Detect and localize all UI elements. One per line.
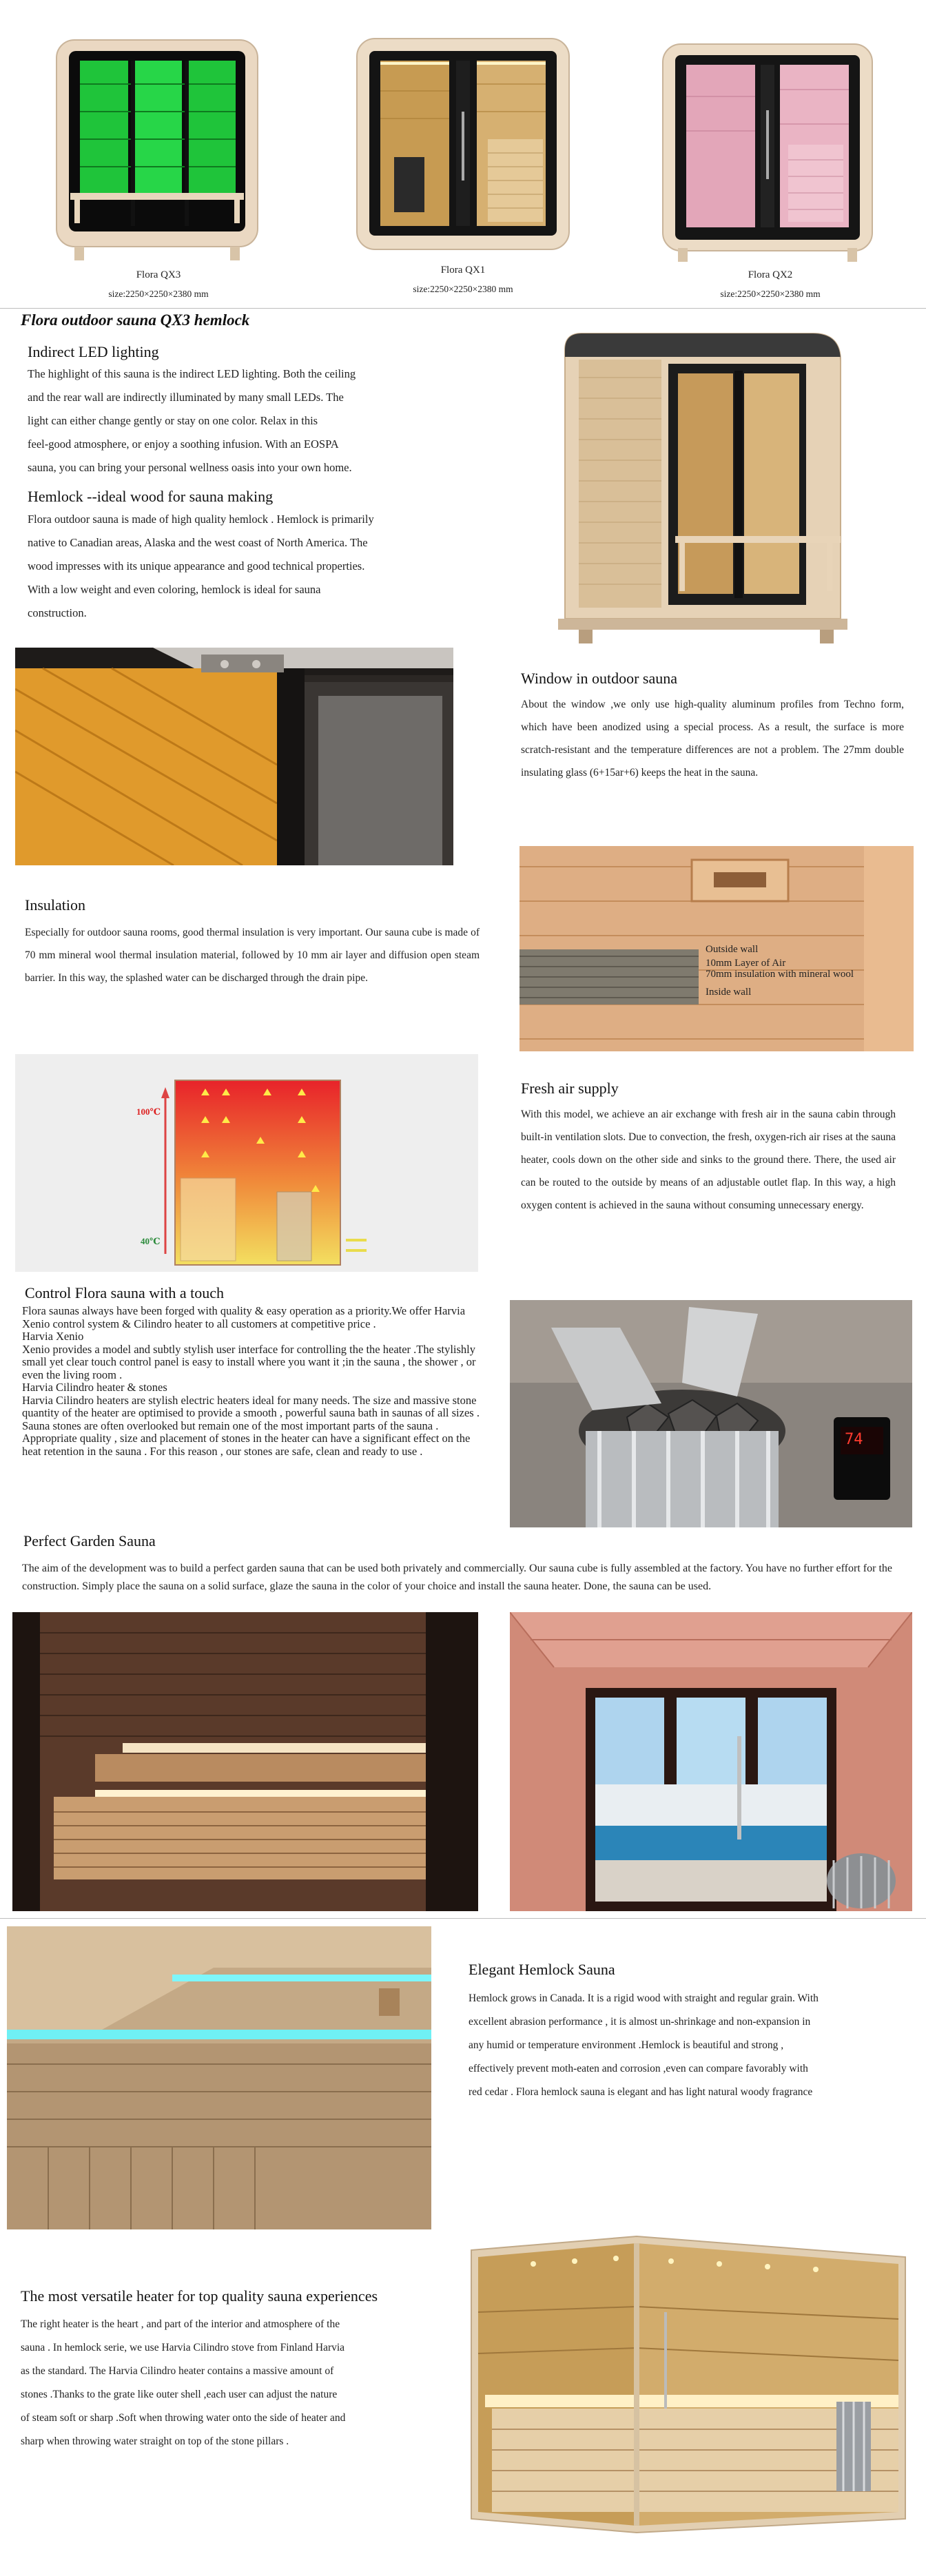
window-profile-image (15, 648, 453, 865)
product-name: Flora QX1 (440, 265, 486, 276)
fresh-air-text: With this model, we achieve an air exchange with fresh air in the sauna cabin through built-in ventilation slots. Due to convection, the fresh, oxygen-rich air rises at the sauna heater, cools down on the other side and sinks to the ground there. There, the used air can be routed to the outside by means of an adjustable outlet flap. In this way, a high oxygen content is achieved in the sauna without consuming unnecessary energy. (521, 1109, 896, 1211)
garden-text: The aim of the development was to build a perfect garden sauna that can be used both privately and commercially. Our sauna cube is fully assembled at the factory. You have no further effort for the construction. Simply place the sauna on a solid surface, glaze the sauna in the color of your choice and install the sauna heater. Done, the sauna can be used. (22, 1563, 892, 1592)
fresh-air-heading: Fresh air supply (521, 1080, 619, 1097)
wall-label-mineral-wool: 70mm insulation with mineral wool (706, 969, 854, 980)
airflow-diagram (15, 1054, 478, 1272)
corner-sauna-image (464, 2229, 911, 2535)
elegant-text: Hemlock grows in Canada. It is a rigid wood with straight and regular grain. With excellent abrasion performance , it is almost un-shrinkage and non-expansion in any humid or temperature environment .Hemlock is beautiful and strong , effectively prevent moth-eaten and corrosion ,even can compare favorably with red cedar . Flora hemlock sauna is elegant and has light natural woody fragrance (469, 1992, 819, 2098)
hemlock-text: Flora outdoor sauna is made of high quality hemlock . Hemlock is primarily native to Canadian areas, Alaska and the west coast of North America. The wood impresses with its unique appearance and good technical properties. With a low weight and even coloring, hemlock is ideal for sauna construction. (28, 513, 374, 619)
wall-label-inside: Inside wall (706, 987, 752, 998)
page-title: Flora outdoor sauna QX3 hemlock (21, 311, 250, 329)
divider (0, 308, 926, 309)
temperature-top-label: 100℃ (136, 1106, 161, 1117)
control-text: Flora saunas always have been forged with quality & easy operation as a priority.We offer Harvia Xenio control system & Cilindro heater to all customers at competitive price . Harvia Xenio Xenio provides a model and subtly stylish user interface for controlling the the heater .The stylishly small yet clear touch control panel is easy to install where you want it ;in the sauna , the shower , or even the living room . Harvia Cilindro heater & stones Harvia Cilindro heaters are stylish electric heaters ideal for many needs. The size and massive stone quantity of the heater are optimised to provide a smooth , powerful sauna bath in saunas of all sizes . Sauna stones are often overlooked but remain one of the most important parts of the sauna . Appropriate quality , size and placement of stones in the heater can have a significant effect on the heat retention in the sauna . For this reason , our stones are safe, clean and ready to use . (22, 1304, 480, 1458)
insulation-heading: Insulation (25, 896, 85, 914)
divider (0, 1918, 926, 1919)
product-qx3-image (50, 36, 265, 263)
heater-text: The right heater is the heart , and part of the interior and atmosphere of the sauna . In hemlock serie, we use Harvia Cilindro stove from Finland Harvia as the standard. The Harvia Cilindro heater contains a massive amount of stones .Thanks to the grate like outer shell ,each user can adjust the nature of steam soft or sharp .Soft when throwing water onto the side of heater and sharp when throwing water straight on top of the stone pillars . (21, 2318, 346, 2447)
wall-label-outside: Outside wall (706, 944, 759, 955)
heater-heading: The most versatile heater for top quality sauna experiences (21, 2287, 378, 2305)
led-heading: Indirect LED lighting (28, 343, 159, 360)
product-size: size:2250×2250×2380 mm (413, 284, 513, 294)
product-size: size:2250×2250×2380 mm (720, 289, 821, 299)
product-qx2-image (660, 41, 875, 263)
temperature-bottom-label: 40℃ (141, 1236, 161, 1246)
hemlock-heading: Hemlock --ideal wood for sauna making (28, 488, 274, 505)
sauna-interior-benches-image (12, 1612, 478, 1911)
product-size: size:2250×2250×2380 mm (108, 289, 209, 299)
garden-heading: Perfect Garden Sauna (23, 1532, 156, 1549)
product-name: Flora QX2 (748, 269, 793, 280)
sauna-interior-window-image (510, 1612, 912, 1911)
heater-stones-image (510, 1300, 912, 1527)
control-heading: Control Flora sauna with a touch (25, 1284, 225, 1301)
product-name: Flora QX3 (136, 269, 181, 280)
outdoor-sauna-qx3-image (537, 329, 861, 648)
window-heading: Window in outdoor sauna (521, 670, 678, 687)
xenio-display-reading: 74 (845, 1431, 863, 1448)
elegant-heading: Elegant Hemlock Sauna (469, 1961, 615, 1978)
led-text: The highlight of this sauna is the indirect LED lighting. Both the ceiling and the rear wall are indirectly illuminated by many small LEDs. The light can either change gently or stay on one color. Relax in this feel-good atmosphere, or enjoy a soothing infusion. With an EOSPA sauna, you can bring your personal wellness oasis into your own home. (28, 367, 356, 474)
wall-label-air: 10mm Layer of Air (706, 958, 786, 969)
hemlock-interior-image (7, 1926, 431, 2229)
window-text: About the window ,we only use high-quality aluminum profiles from Techno form, which have been anodized using a special process. As a result, the surface is more scratch-resistant and the temperature differences are not a problem. The 27mm double insulating glass (6+15ar+6) keeps the heat in the sauna. (521, 699, 904, 779)
product-qx1-image (353, 36, 573, 256)
insulation-text: Especially for outdoor sauna rooms, good thermal insulation is very important. Our sauna cube is made of 70 mm mineral wool thermal insulation material, followed by 10 mm air layer and diffusion open steam barrier. In this way, the splashed water can be discharged through the drain pipe. (25, 927, 480, 984)
